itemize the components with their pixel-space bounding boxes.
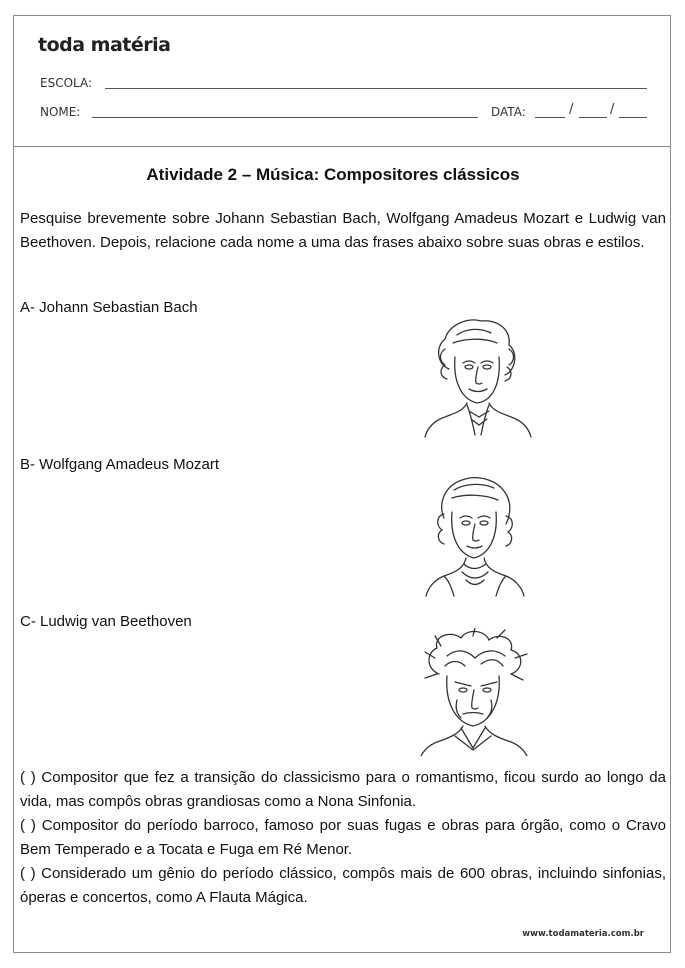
mozart-portrait-icon — [414, 468, 534, 598]
worksheet-frame — [13, 15, 671, 953]
school-input-line[interactable] — [105, 88, 647, 89]
activity-instructions: Pesquise brevemente sobre Johann Sebastian Bach, Wolfgang Amadeus Mozart e Ludwig van Beethoven. Depois, relacione cada nome a uma das frases abaixo sobre suas obras e estilos. — [20, 210, 666, 251]
statement-2: ( ) Compositor do período barroco, famoso por suas fugas e obras para órgão, como o Cravo Bem Temperado e a Tocata e Fuga em Ré Menor. — [20, 817, 666, 858]
date-day-line[interactable] — [535, 117, 565, 118]
date-month-line[interactable] — [579, 117, 607, 118]
date-label: DATA: — [491, 105, 526, 119]
worksheet-header — [14, 16, 670, 147]
name-input-line[interactable] — [92, 117, 478, 118]
statement-3: ( ) Considerado um gênio do período clássico, compôs mais de 600 obras, incluindo sinfonias, óperas e concertos, como A Flauta Mágica. — [20, 865, 666, 906]
statements-list — [20, 766, 666, 910]
option-a-label: A- Johann Sebastian Bach — [20, 299, 198, 316]
option-b-label: B- Wolfgang Amadeus Mozart — [20, 456, 219, 473]
statement-1: ( ) Compositor que fez a transição do classicismo para o romantismo, ficou surdo ao longo da vida, mas compôs obras grandiosas como a Nona Sinfonia. — [20, 769, 666, 810]
activity-title: Atividade 2 – Música: Compositores clássicos — [146, 165, 520, 184]
bach-portrait-icon — [409, 309, 539, 439]
date-separator: / — [610, 102, 615, 117]
beethoven-portrait-icon — [411, 628, 539, 756]
date-year-line[interactable] — [619, 117, 647, 118]
school-label: ESCOLA: — [40, 76, 93, 90]
option-c-label: C- Ludwig van Beethoven — [20, 613, 192, 630]
brand-logo: toda matéria — [38, 34, 171, 56]
date-separator: / — [569, 102, 574, 117]
footer-url: www.todamateria.com.br — [522, 929, 644, 939]
name-label: NOME: — [40, 105, 81, 119]
